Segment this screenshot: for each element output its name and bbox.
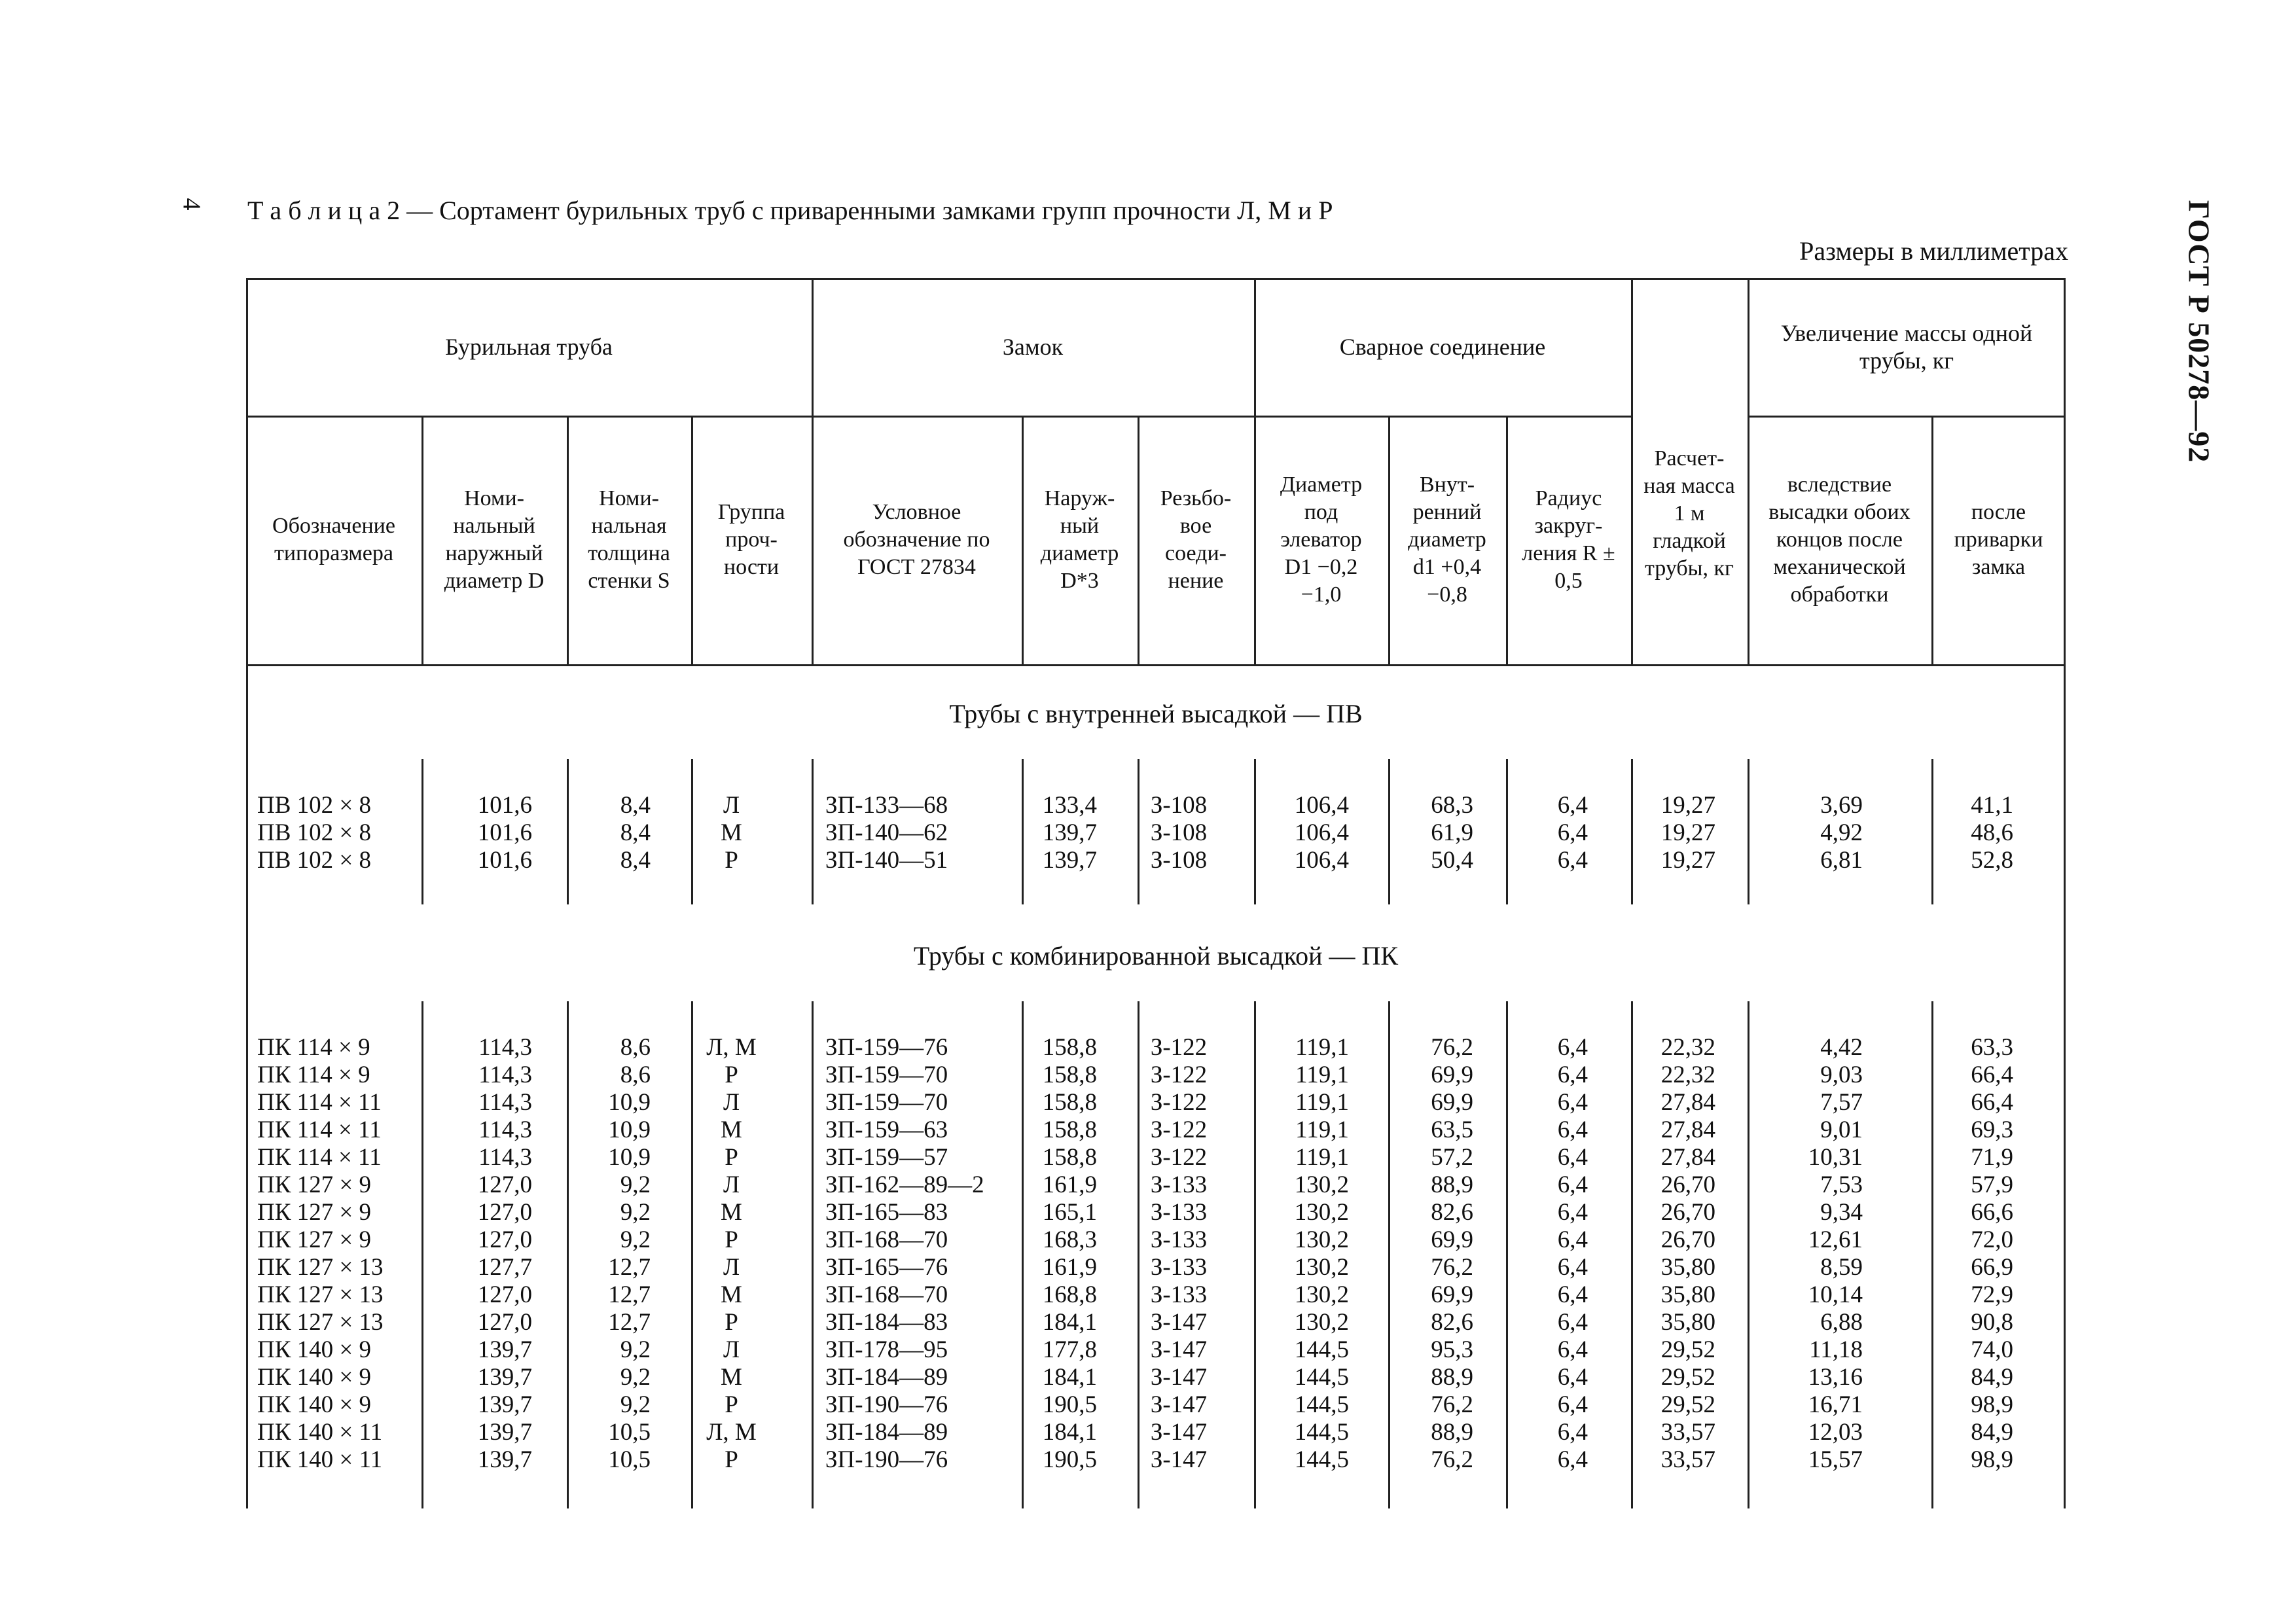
cell-strength-group: Л, М	[706, 1034, 757, 1061]
cell-designation: ПК 114 × 9	[257, 1061, 370, 1088]
cell-inner-diameter: 61,9	[1431, 819, 1473, 846]
cell-upset-increase: 4,92	[1820, 819, 1863, 846]
table-row	[246, 1061, 2066, 1089]
cell-elevator-diameter: 130,2	[1294, 1171, 1349, 1198]
cell-designation: ПК 127 × 13	[257, 1309, 384, 1336]
cell-wall-thickness: 9,2	[620, 1336, 651, 1363]
cell-calc-mass: 22,32	[1660, 1061, 1715, 1088]
cell-thread: З-108	[1150, 792, 1208, 819]
cell-weld-increase: 72,9	[1971, 1281, 2013, 1308]
cell-radius: 6,4	[1557, 1144, 1588, 1171]
cell-calc-mass: 29,52	[1660, 1364, 1715, 1391]
cell-upset-increase: 12,61	[1808, 1226, 1863, 1253]
cell-radius: 6,4	[1557, 1419, 1588, 1446]
cell-elevator-diameter: 119,1	[1295, 1061, 1349, 1088]
cell-inner-diameter: 88,9	[1431, 1419, 1473, 1446]
cell-designation: ПК 140 × 11	[257, 1419, 383, 1446]
cell-upset-increase: 13,16	[1808, 1364, 1863, 1391]
cell-wall-thickness: 10,9	[608, 1144, 651, 1171]
table-row	[246, 1336, 2066, 1364]
cell-weld-increase: 74,0	[1971, 1336, 2013, 1363]
cell-wall-thickness: 10,5	[608, 1419, 651, 1446]
cell-designation: ПК 114 × 11	[257, 1116, 382, 1143]
cell-elevator-diameter: 106,4	[1294, 792, 1349, 819]
cell-designation: ПК 127 × 9	[257, 1199, 372, 1226]
cell-strength-group: Л	[723, 1089, 740, 1116]
cell-lock-designation: ЗП-159—70	[825, 1061, 948, 1088]
cell-inner-diameter: 88,9	[1431, 1171, 1473, 1198]
cell-weld-increase: 52,8	[1971, 847, 2013, 874]
cell-calc-mass: 19,27	[1660, 819, 1715, 846]
cell-elevator-diameter: 144,5	[1294, 1336, 1349, 1363]
cell-designation: ПВ 102 × 8	[257, 792, 372, 819]
cell-wall-thickness: 8,4	[620, 847, 651, 874]
cell-wall-thickness: 9,2	[620, 1199, 651, 1226]
cell-outer-diameter: 139,7	[1042, 847, 1097, 874]
cell-thread: З-133	[1150, 1226, 1208, 1253]
header-after-weld: после приварки замка	[1954, 500, 2043, 579]
table	[246, 278, 2066, 1508]
cell-weld-increase: 72,0	[1971, 1226, 2013, 1253]
cell-thread: З-122	[1150, 1034, 1208, 1061]
cell-radius: 6,4	[1557, 1061, 1588, 1088]
cell-lock-designation: ЗП-168—70	[825, 1281, 948, 1308]
cell-calc-mass: 35,80	[1660, 1281, 1715, 1308]
cell-elevator-diameter: 130,2	[1294, 1199, 1349, 1226]
cell-thread: З-122	[1150, 1116, 1208, 1143]
cell-nominal-diameter: 127,0	[477, 1199, 532, 1226]
cell-outer-diameter: 190,5	[1042, 1446, 1097, 1473]
cell-strength-group: Л	[723, 1336, 740, 1363]
cell-inner-diameter: 69,9	[1431, 1089, 1473, 1116]
header-outer-diameter: Наруж- ный диаметр D*3	[1040, 486, 1119, 593]
cell-inner-diameter: 76,2	[1431, 1446, 1473, 1473]
cell-elevator-diameter: 130,2	[1294, 1309, 1349, 1336]
cell-outer-diameter: 177,8	[1042, 1336, 1097, 1363]
header-nominal-diameter: Номи- нальный наружный диаметр D	[444, 486, 545, 593]
cell-upset-increase: 9,34	[1820, 1199, 1863, 1226]
cell-weld-increase: 66,6	[1971, 1199, 2013, 1226]
table-row	[246, 1309, 2066, 1336]
cell-thread: З-133	[1150, 1281, 1208, 1308]
cell-elevator-diameter: 144,5	[1294, 1446, 1349, 1473]
cell-elevator-diameter: 130,2	[1294, 1281, 1349, 1308]
header-upset: вследствие высадки обоих концов после механической обработки	[1768, 473, 1910, 607]
cell-outer-diameter: 158,8	[1042, 1034, 1097, 1061]
table-row	[246, 1144, 2066, 1171]
cell-designation: ПК 114 × 11	[257, 1089, 382, 1116]
cell-wall-thickness: 9,2	[620, 1364, 651, 1391]
cell-radius: 6,4	[1557, 1171, 1588, 1198]
cell-thread: З-133	[1150, 1171, 1208, 1198]
cell-nominal-diameter: 114,3	[478, 1089, 532, 1116]
cell-weld-increase: 41,1	[1971, 792, 2013, 819]
cell-outer-diameter: 158,8	[1042, 1116, 1097, 1143]
header-elevator-diameter: Диаметр под элеватор D1 −0,2 −1,0	[1280, 473, 1363, 607]
cell-inner-diameter: 69,9	[1431, 1061, 1473, 1088]
table-row	[246, 1226, 2066, 1254]
cell-lock-designation: ЗП-168—70	[825, 1226, 948, 1253]
cell-strength-group: Л, М	[706, 1419, 757, 1446]
cell-outer-diameter: 190,5	[1042, 1391, 1097, 1418]
cell-thread: З-122	[1150, 1089, 1208, 1116]
cell-elevator-diameter: 119,1	[1295, 1034, 1349, 1061]
cell-thread: З-108	[1150, 819, 1208, 846]
cell-nominal-diameter: 139,7	[477, 1336, 532, 1363]
cell-inner-diameter: 68,3	[1431, 792, 1473, 819]
cell-elevator-diameter: 144,5	[1294, 1391, 1349, 1418]
cell-wall-thickness: 8,6	[620, 1061, 651, 1088]
cell-radius: 6,4	[1557, 1391, 1588, 1418]
cell-lock-designation: ЗП-165—83	[825, 1199, 948, 1226]
cell-designation: ПК 127 × 9	[257, 1226, 372, 1253]
cell-outer-diameter: 158,8	[1042, 1144, 1097, 1171]
cell-inner-diameter: 95,3	[1431, 1336, 1473, 1363]
section-title-pv: Трубы с внутренней высадкой — ПВ	[949, 699, 1363, 728]
cell-calc-mass: 26,70	[1660, 1199, 1715, 1226]
cell-outer-diameter: 161,9	[1042, 1254, 1097, 1281]
table-row	[246, 1254, 2066, 1281]
cell-wall-thickness: 12,7	[608, 1309, 651, 1336]
cell-calc-mass: 29,52	[1660, 1336, 1715, 1363]
cell-weld-increase: 71,9	[1971, 1144, 2013, 1171]
cell-calc-mass: 26,70	[1660, 1171, 1715, 1198]
cell-strength-group: М	[721, 819, 742, 846]
cell-thread: З-147	[1150, 1419, 1208, 1446]
cell-designation: ПК 114 × 9	[257, 1034, 370, 1061]
cell-calc-mass: 33,57	[1660, 1419, 1715, 1446]
cell-strength-group: Р	[725, 1309, 738, 1336]
cell-calc-mass: 27,84	[1660, 1116, 1715, 1143]
cell-upset-increase: 8,59	[1820, 1254, 1863, 1281]
cell-strength-group: Р	[725, 1391, 738, 1418]
cell-nominal-diameter: 139,7	[477, 1446, 532, 1473]
cell-radius: 6,4	[1557, 1336, 1588, 1363]
header-thread: Резьбо- вое соеди- нение	[1160, 486, 1232, 593]
cell-lock-designation: ЗП-159—70	[825, 1089, 948, 1116]
units-note: Размеры в миллиметрах	[1799, 236, 2068, 266]
cell-outer-diameter: 165,1	[1042, 1199, 1097, 1226]
cell-strength-group: Р	[725, 1446, 738, 1473]
cell-strength-group: М	[721, 1364, 742, 1391]
header-lock-designation: Условное обозначение по ГОСТ 27834	[843, 500, 990, 579]
cell-inner-diameter: 57,2	[1431, 1144, 1473, 1171]
cell-strength-group: Л	[723, 792, 740, 819]
header-pipe: Бурильная труба	[445, 334, 613, 360]
cell-calc-mass: 26,70	[1660, 1226, 1715, 1253]
rule-header-bottom	[246, 664, 2066, 666]
cell-upset-increase: 10,31	[1808, 1144, 1863, 1171]
cell-nominal-diameter: 114,3	[478, 1144, 532, 1171]
cell-weld-increase: 84,9	[1971, 1419, 2013, 1446]
cell-radius: 6,4	[1557, 1364, 1588, 1391]
cell-designation: ПК 140 × 9	[257, 1336, 372, 1363]
cell-thread: З-147	[1150, 1364, 1208, 1391]
table-row	[246, 1281, 2066, 1309]
cell-thread: З-122	[1150, 1144, 1208, 1171]
cell-outer-diameter: 184,1	[1042, 1309, 1097, 1336]
cell-nominal-diameter: 127,0	[477, 1309, 532, 1336]
cell-inner-diameter: 69,9	[1431, 1281, 1473, 1308]
cell-lock-designation: ЗП-159—63	[825, 1116, 948, 1143]
cell-outer-diameter: 161,9	[1042, 1171, 1097, 1198]
cell-lock-designation: ЗП-184—89	[825, 1364, 948, 1391]
cell-thread: З-147	[1150, 1391, 1208, 1418]
cell-weld-increase: 84,9	[1971, 1364, 2013, 1391]
cell-radius: 6,4	[1557, 1089, 1588, 1116]
cell-upset-increase: 3,69	[1820, 792, 1863, 819]
cell-wall-thickness: 10,9	[608, 1116, 651, 1143]
cell-outer-diameter: 158,8	[1042, 1061, 1097, 1088]
cell-nominal-diameter: 127,0	[477, 1171, 532, 1198]
cell-wall-thickness: 12,7	[608, 1281, 651, 1308]
cell-thread: З-108	[1150, 847, 1208, 874]
cell-radius: 6,4	[1557, 1446, 1588, 1473]
header-calc-mass: Расчет- ная масса 1 м гладкой трубы, кг	[1643, 446, 1735, 580]
table-row	[246, 1116, 2066, 1144]
table-row	[246, 1419, 2066, 1446]
cell-upset-increase: 16,71	[1808, 1391, 1863, 1418]
cell-strength-group: М	[721, 1199, 742, 1226]
section-title-pk: Трубы с комбинированной высадкой — ПК	[913, 941, 1399, 971]
cell-lock-designation: ЗП-133—68	[825, 792, 948, 819]
header-strength-group: Группа проч- ности	[717, 500, 785, 579]
cell-inner-diameter: 50,4	[1431, 847, 1473, 874]
cell-nominal-diameter: 127,7	[477, 1254, 532, 1281]
cell-strength-group: Р	[725, 847, 738, 874]
table-row	[246, 792, 2066, 819]
cell-calc-mass: 22,32	[1660, 1034, 1715, 1061]
cell-wall-thickness: 8,4	[620, 792, 651, 819]
cell-inner-diameter: 69,9	[1431, 1226, 1473, 1253]
header-lock: Замок	[1002, 334, 1064, 360]
cell-upset-increase: 4,42	[1820, 1034, 1863, 1061]
cell-lock-designation: ЗП-190—76	[825, 1391, 948, 1418]
cell-weld-increase: 69,3	[1971, 1116, 2013, 1143]
cell-elevator-diameter: 119,1	[1295, 1089, 1349, 1116]
cell-radius: 6,4	[1557, 1034, 1588, 1061]
cell-elevator-diameter: 106,4	[1294, 847, 1349, 874]
cell-elevator-diameter: 144,5	[1294, 1364, 1349, 1391]
cell-strength-group: Л	[723, 1254, 740, 1281]
cell-inner-diameter: 82,6	[1431, 1309, 1473, 1336]
cell-lock-designation: ЗП-159—76	[825, 1034, 948, 1061]
cell-radius: 6,4	[1557, 792, 1588, 819]
cell-nominal-diameter: 127,0	[477, 1281, 532, 1308]
cell-outer-diameter: 168,3	[1042, 1226, 1097, 1253]
cell-wall-thickness: 8,4	[620, 819, 651, 846]
header-radius: Радиус закруг- ления R ± 0,5	[1522, 486, 1615, 593]
cell-nominal-diameter: 127,0	[477, 1226, 532, 1253]
cell-strength-group: Р	[725, 1144, 738, 1171]
table-row	[246, 1089, 2066, 1116]
cell-calc-mass: 35,80	[1660, 1309, 1715, 1336]
cell-elevator-diameter: 119,1	[1295, 1144, 1349, 1171]
cell-calc-mass: 19,27	[1660, 792, 1715, 819]
cell-thread: З-133	[1150, 1254, 1208, 1281]
cell-thread: З-147	[1150, 1336, 1208, 1363]
cell-inner-diameter: 76,2	[1431, 1254, 1473, 1281]
cell-weld-increase: 63,3	[1971, 1034, 2013, 1061]
cell-calc-mass: 27,84	[1660, 1144, 1715, 1171]
cell-outer-diameter: 133,4	[1042, 792, 1097, 819]
cell-inner-diameter: 63,5	[1431, 1116, 1473, 1143]
table-row	[246, 1199, 2066, 1226]
cell-calc-mass: 35,80	[1660, 1254, 1715, 1281]
header-mass-increase: Увеличение массы одной трубы, кг	[1780, 320, 2033, 374]
cell-weld-increase: 90,8	[1971, 1309, 2013, 1336]
cell-nominal-diameter: 114,3	[478, 1116, 532, 1143]
cell-designation: ПВ 102 × 8	[257, 847, 372, 874]
cell-upset-increase: 10,14	[1808, 1281, 1863, 1308]
cell-strength-group: М	[721, 1116, 742, 1143]
cell-upset-increase: 7,53	[1820, 1171, 1863, 1198]
cell-weld-increase: 48,6	[1971, 819, 2013, 846]
cell-radius: 6,4	[1557, 847, 1588, 874]
cell-designation: ПК 114 × 11	[257, 1144, 382, 1171]
cell-radius: 6,4	[1557, 1199, 1588, 1226]
cell-elevator-diameter: 119,1	[1295, 1116, 1349, 1143]
cell-calc-mass: 33,57	[1660, 1446, 1715, 1473]
cell-outer-diameter: 168,8	[1042, 1281, 1097, 1308]
cell-wall-thickness: 8,6	[620, 1034, 651, 1061]
cell-designation: ПК 140 × 11	[257, 1446, 383, 1473]
cell-inner-diameter: 76,2	[1431, 1034, 1473, 1061]
table-row	[246, 1446, 2066, 1474]
cell-strength-group: М	[721, 1281, 742, 1308]
header-inner-diameter: Внут- ренний диаметр d1 +0,4 −0,8	[1408, 473, 1486, 607]
cell-designation: ПК 127 × 9	[257, 1171, 372, 1198]
table-row	[246, 1034, 2066, 1061]
cell-wall-thickness: 9,2	[620, 1391, 651, 1418]
cell-designation: ПК 140 × 9	[257, 1391, 372, 1418]
cell-nominal-diameter: 114,3	[478, 1061, 532, 1088]
cell-strength-group: Р	[725, 1061, 738, 1088]
cell-upset-increase: 7,57	[1820, 1089, 1863, 1116]
cell-weld-increase: 57,9	[1971, 1171, 2013, 1198]
table-row	[246, 1391, 2066, 1419]
page-number: 4	[177, 198, 206, 211]
cell-upset-increase: 6,88	[1820, 1309, 1863, 1336]
cell-nominal-diameter: 101,6	[477, 819, 532, 846]
table-row	[246, 819, 2066, 847]
cell-wall-thickness: 10,5	[608, 1446, 651, 1473]
cell-radius: 6,4	[1557, 1116, 1588, 1143]
cell-elevator-diameter: 144,5	[1294, 1419, 1349, 1446]
cell-upset-increase: 12,03	[1808, 1419, 1863, 1446]
cell-wall-thickness: 12,7	[608, 1254, 651, 1281]
cell-radius: 6,4	[1557, 1309, 1588, 1336]
table-row	[246, 1364, 2066, 1391]
cell-upset-increase: 6,81	[1820, 847, 1863, 874]
cell-elevator-diameter: 130,2	[1294, 1226, 1349, 1253]
cell-lock-designation: ЗП-190—76	[825, 1446, 948, 1473]
cell-designation: ПК 127 × 13	[257, 1281, 384, 1308]
cell-calc-mass: 19,27	[1660, 847, 1715, 874]
cell-weld-increase: 66,4	[1971, 1089, 2013, 1116]
table-caption: Т а б л и ц а 2 — Сортамент бурильных труб с приваренными замками групп прочности Л, М и Р	[247, 196, 1333, 225]
cell-outer-diameter: 184,1	[1042, 1419, 1097, 1446]
cell-weld-increase: 98,9	[1971, 1391, 2013, 1418]
cell-nominal-diameter: 101,6	[477, 847, 532, 874]
cell-nominal-diameter: 101,6	[477, 792, 532, 819]
cell-radius: 6,4	[1557, 819, 1588, 846]
cell-calc-mass: 29,52	[1660, 1391, 1715, 1418]
cell-lock-designation: ЗП-140—62	[825, 819, 948, 846]
cell-lock-designation: ЗП-159—57	[825, 1144, 948, 1171]
cell-radius: 6,4	[1557, 1226, 1588, 1253]
cell-thread: З-122	[1150, 1061, 1208, 1088]
standard-id: ГОСТ Р 50278—92	[2182, 200, 2216, 463]
cell-strength-group: Л	[723, 1171, 740, 1198]
cell-upset-increase: 15,57	[1808, 1446, 1863, 1473]
cell-designation: ПК 127 × 13	[257, 1254, 384, 1281]
cell-lock-designation: ЗП-178—95	[825, 1336, 948, 1363]
cell-upset-increase: 9,01	[1820, 1116, 1863, 1143]
cell-nominal-diameter: 139,7	[477, 1419, 532, 1446]
cell-lock-designation: ЗП-165—76	[825, 1254, 948, 1281]
header-designation: Обозначение типоразмера	[272, 514, 395, 565]
cell-upset-increase: 11,18	[1809, 1336, 1863, 1363]
cell-inner-diameter: 82,6	[1431, 1199, 1473, 1226]
cell-radius: 6,4	[1557, 1254, 1588, 1281]
cell-elevator-diameter: 106,4	[1294, 819, 1349, 846]
cell-outer-diameter: 184,1	[1042, 1364, 1097, 1391]
cell-outer-diameter: 158,8	[1042, 1089, 1097, 1116]
cell-thread: З-133	[1150, 1199, 1208, 1226]
cell-nominal-diameter: 139,7	[477, 1391, 532, 1418]
cell-lock-designation: ЗП-184—83	[825, 1309, 948, 1336]
cell-lock-designation: ЗП-140—51	[825, 847, 948, 874]
header-weld: Сварное соединение	[1339, 334, 1546, 360]
cell-weld-increase: 66,4	[1971, 1061, 2013, 1088]
cell-designation: ПК 140 × 9	[257, 1364, 372, 1391]
header-wall-thickness: Номи- нальная толщина стенки S	[588, 486, 670, 593]
cell-thread: З-147	[1150, 1446, 1208, 1473]
table-row	[246, 1171, 2066, 1199]
table-row	[246, 847, 2066, 874]
cell-designation: ПВ 102 × 8	[257, 819, 372, 846]
cell-wall-thickness: 10,9	[608, 1089, 651, 1116]
cell-radius: 6,4	[1557, 1281, 1588, 1308]
cell-nominal-diameter: 114,3	[478, 1034, 532, 1061]
cell-lock-designation: ЗП-162—89—2	[825, 1171, 984, 1198]
cell-weld-increase: 66,9	[1971, 1254, 2013, 1281]
cell-calc-mass: 27,84	[1660, 1089, 1715, 1116]
cell-inner-diameter: 76,2	[1431, 1391, 1473, 1418]
cell-weld-increase: 98,9	[1971, 1446, 2013, 1473]
cell-inner-diameter: 88,9	[1431, 1364, 1473, 1391]
cell-elevator-diameter: 130,2	[1294, 1254, 1349, 1281]
cell-thread: З-147	[1150, 1309, 1208, 1336]
cell-nominal-diameter: 139,7	[477, 1364, 532, 1391]
cell-outer-diameter: 139,7	[1042, 819, 1097, 846]
cell-upset-increase: 9,03	[1820, 1061, 1863, 1088]
cell-lock-designation: ЗП-184—89	[825, 1419, 948, 1446]
cell-wall-thickness: 9,2	[620, 1171, 651, 1198]
cell-wall-thickness: 9,2	[620, 1226, 651, 1253]
cell-strength-group: Р	[725, 1226, 738, 1253]
